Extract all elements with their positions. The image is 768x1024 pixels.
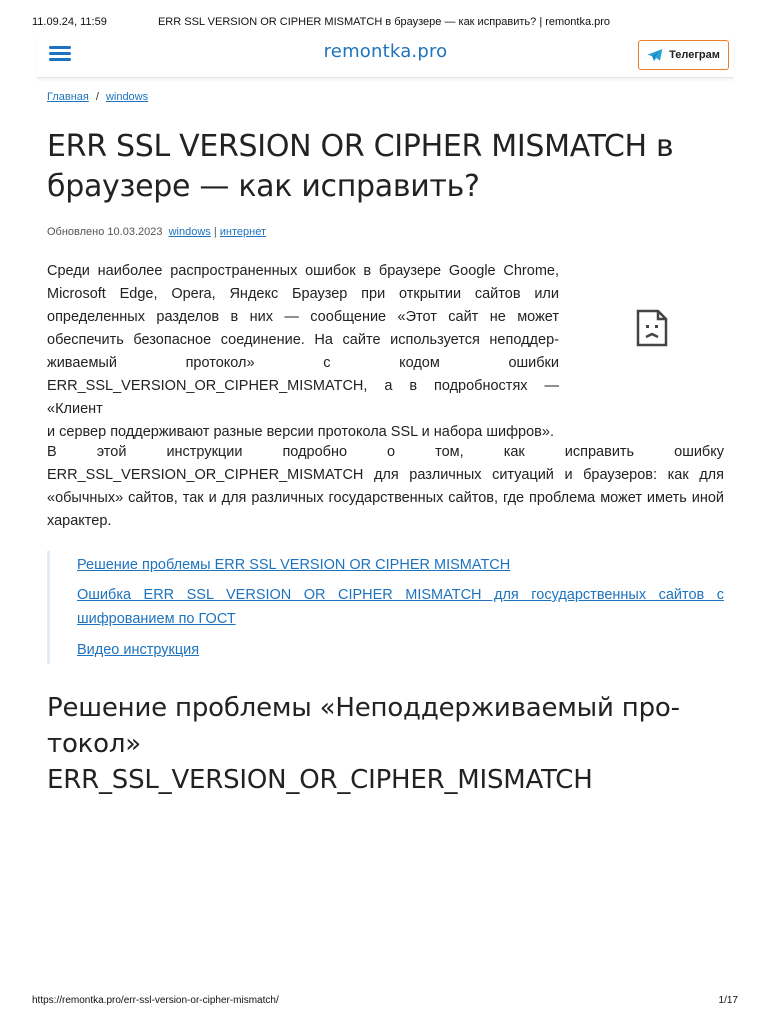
print-footer	[0, 995, 768, 1011]
toc-link-video[interactable]: Видео инструкция	[77, 642, 200, 658]
telegram-plane-icon	[647, 48, 663, 62]
toc-link-gost-error[interactable]: Ошибка ERR SSL VERSION OR CIPHER MISMATCH для государственных сайтов с шифрованием по ГОСТ	[77, 587, 724, 627]
print-footer-url: https://remontka.pro/err-ssl-version-or-cipher-mismatch/	[32, 995, 279, 1006]
section-title-line-2: ERR_SSL_VERSION_OR_CIPHER_MISMATCH	[47, 765, 593, 795]
intro-paragraph-last-line: и сервер поддерживают разные версии протокола SSL и набора шифров».	[47, 424, 554, 440]
toc-link-solution[interactable]: Решение проблемы ERR SSL VERSION OR CIPHER MISMATCH	[77, 557, 511, 573]
instruction-paragraph: В этой инструкции подробно о том, как исправить ошибку ERR_SSL_VERSION_OR_CIPHER_MISMATCH для различных ситуаций и браузеров: как для «обычных» сайтов, так и для различных государственных сайтов, где проблема может иметь иной характер.	[47, 444, 724, 529]
breadcrumb	[47, 91, 148, 103]
tag-link-internet[interactable]: интернет	[219, 226, 267, 238]
print-document-title: ERR SSL VERSION OR CIPHER MISMATCH в браузере — как исправить? | remontka.pro	[157, 16, 611, 28]
section-title	[47, 690, 737, 798]
hamburger-icon[interactable]	[49, 44, 71, 62]
intro-paragraph-text: Среди наиболее распространенных ошибок в браузере Google Chrome, Microsoft Edge, Opera, Яндекс Браузер при открытии сайтов или определенных разделов в них — сообщение «Этот сайт не может обеспечить безопасное соединение. На сайте используется неподдерживаемый протокол» с кодом ошибки ERR_SSL_VERSION_OR_CIPHER_MISMATCH, а в подробностях — «Клиент	[47, 263, 559, 417]
telegram-button-label: Телеграм	[669, 49, 720, 61]
intro-paragraph	[47, 260, 559, 444]
site-header	[37, 34, 734, 78]
telegram-button[interactable]	[638, 40, 729, 70]
breadcrumb-separator: /	[95, 91, 99, 103]
tag-separator: |	[213, 226, 217, 238]
breadcrumb-home-link[interactable]: Главная	[47, 91, 89, 103]
broken-image-icon	[636, 309, 668, 347]
article-meta	[47, 226, 266, 238]
section-title-line-1: Решение проблемы «Неподдерживаемый протокол»	[47, 693, 680, 759]
updated-date: Обновлено 10.03.2023	[47, 226, 163, 238]
print-header	[0, 16, 768, 32]
print-timestamp: 11.09.24, 11:59	[32, 16, 107, 28]
breadcrumb-windows-link[interactable]: windows	[105, 91, 149, 103]
page-title: ERR SSL VERSION OR CIPHER MISMATCH в браузере — как исправить?	[47, 129, 674, 204]
table-of-contents	[47, 551, 724, 664]
tag-link-windows[interactable]: windows	[168, 226, 211, 238]
site-logo-link[interactable]: remontka.pro	[323, 41, 448, 62]
site-logo	[37, 41, 734, 62]
print-page-number: 1/17	[718, 995, 738, 1006]
